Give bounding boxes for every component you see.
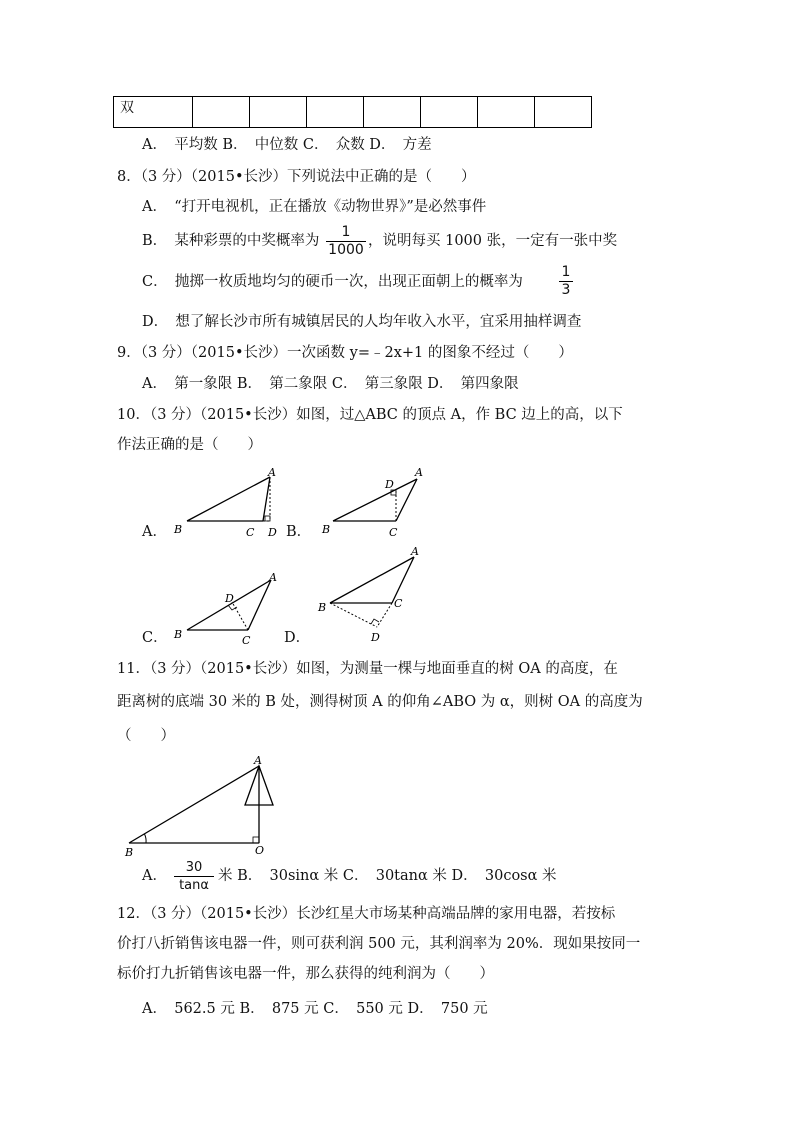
table-cell-label: 双	[114, 97, 193, 128]
label-c: C	[394, 597, 403, 610]
q10-stem-line2: 作法正确的是（ ）	[117, 437, 262, 453]
label-b: B	[174, 628, 183, 641]
q11-option-a: A．	[142, 868, 167, 884]
label-d: D	[268, 526, 277, 539]
fraction-denominator: 1000	[328, 242, 364, 258]
label-a: A	[269, 571, 277, 584]
label-d: D	[385, 478, 394, 491]
label-a: A	[411, 545, 419, 558]
q8-stem: 8．（3 分）（2015•长沙）下列说法中正确的是（ ）	[117, 169, 476, 185]
q10-option-b: B．	[286, 524, 312, 540]
q11-a-fraction	[174, 859, 214, 894]
q7-options: A． 平均数 B． 中位数 C． 众数 D． 方差	[142, 137, 432, 153]
q10-figure-a	[173, 466, 277, 539]
label-a: A	[254, 754, 262, 767]
q12-line3: 标价打九折销售该电器一件，那么获得的纯利润为（ ）	[117, 966, 494, 982]
q11-figure	[124, 754, 273, 859]
q10-figure-c	[173, 571, 277, 647]
label-c: C	[246, 526, 255, 539]
q11-stem-line3: （ ）	[117, 728, 175, 744]
q10-figure-b	[321, 466, 423, 539]
q10-option-d: D．	[284, 630, 311, 646]
q8-option-c-pre: C． 抛掷一枚质地均匀的硬币一次，出现正面朝上的概率为	[142, 274, 523, 290]
label-c: C	[242, 634, 251, 647]
fraction-numerator: 1	[559, 264, 573, 282]
q9-options: A． 第一象限 B． 第二象限 C． 第三象限 D． 第四象限	[142, 376, 519, 392]
q8-option-d: D． 想了解长沙市所有城镇居民的人均年收入水平，宜采用抽样调查	[142, 314, 582, 330]
fraction-denominator: 3	[561, 282, 571, 298]
fraction-numerator: 1	[326, 224, 366, 242]
q12-line1: 12．（3 分）（2015•长沙）长沙红星大市场某种高端品牌的家用电器，若按标	[117, 906, 616, 922]
label-d: D	[371, 631, 380, 644]
label-b: B	[125, 846, 134, 859]
label-b: B	[174, 523, 183, 536]
q10-stem-line1: 10．（3 分）（2015•长沙）如图，过△ABC 的顶点 A，作 BC 边上的高，以下	[117, 407, 623, 423]
q11-stem-line2: 距离树的底端 30 米的 B 处，测得树顶 A 的仰角∠ABO 为 α，则树 OA 的高度为	[117, 694, 643, 710]
label-o: O	[255, 844, 265, 857]
q10-figure-d	[317, 545, 419, 644]
q8-option-a: A． “打开电视机，正在播放《动物世界》”是必然事件	[142, 199, 487, 215]
label-b: B	[318, 601, 327, 614]
fraction-denominator: tanα	[179, 878, 209, 893]
q11-stem-line1: 11．（3 分）（2015•长沙）如图，为测量一棵与地面垂直的树 OA 的高度，在	[117, 661, 618, 677]
q8-option-b-post: ，说明每买 1000 张，一定有一张中奖	[368, 233, 618, 249]
label-d: D	[225, 592, 234, 605]
q11-options-rest: 米 B． 30sinα 米 C． 30tanα 米 D． 30cosα 米	[218, 868, 557, 884]
q12-line2: 价打八折销售该电器一件，则可获利润 500 元，其利润率为 20%．现如果按同一	[117, 936, 641, 952]
q10-option-a: A．	[142, 524, 167, 540]
q10-option-c: C．	[142, 630, 168, 646]
q8-option-b-pre: B． 某种彩票的中奖概率为	[142, 233, 320, 249]
label-a: A	[268, 466, 276, 479]
label-b: B	[322, 523, 331, 536]
q9-stem: 9．（3 分）（2015•长沙）一次函数 y=﹣2x+1 的图象不经过（ ）	[117, 345, 573, 361]
label-a: A	[415, 466, 423, 479]
q12-options: A． 562.5 元 B． 875 元 C． 550 元 D． 750 元	[142, 1001, 488, 1017]
label-c: C	[389, 526, 398, 539]
fraction-numerator: 30	[174, 859, 214, 877]
